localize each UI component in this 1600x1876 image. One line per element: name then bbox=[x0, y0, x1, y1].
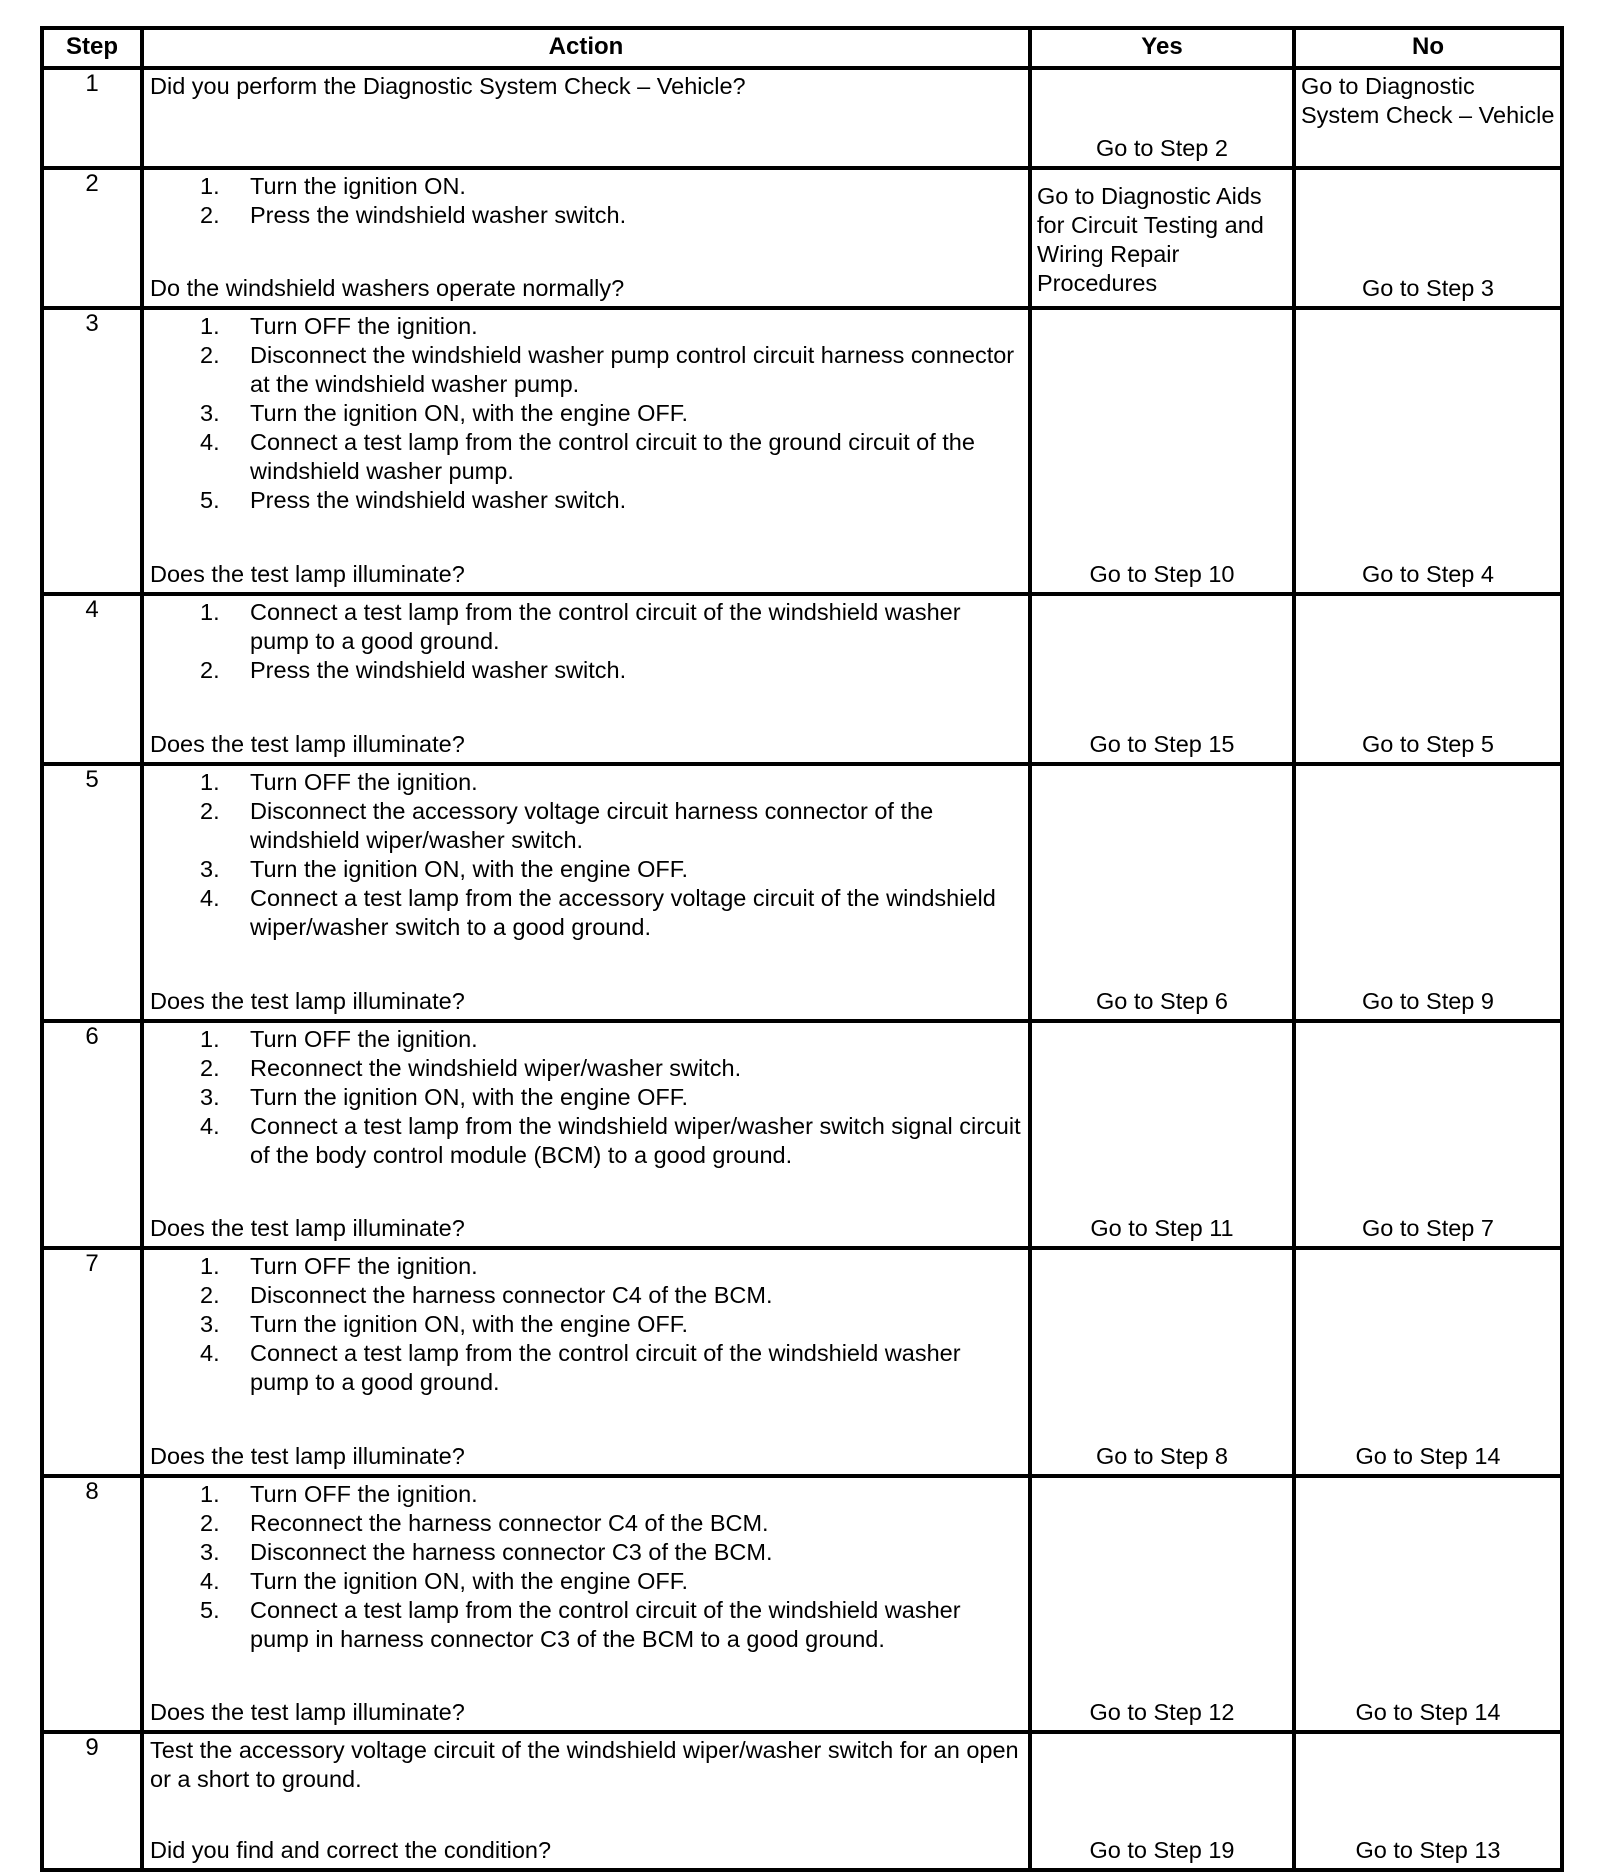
header-step: Step bbox=[42, 28, 142, 68]
yes-cell bbox=[1030, 68, 1294, 168]
action-cell bbox=[142, 308, 1030, 594]
yes-answer bbox=[1032, 1734, 1292, 1868]
instruction-list bbox=[150, 1025, 1022, 1170]
action-instructions bbox=[150, 1025, 1022, 1170]
instruction-list bbox=[150, 1480, 1022, 1654]
no-answer bbox=[1296, 310, 1560, 592]
no-cell bbox=[1294, 1732, 1562, 1870]
action-instructions bbox=[150, 768, 1022, 942]
table-row bbox=[42, 168, 1562, 308]
instruction-list bbox=[150, 1252, 1022, 1397]
yes-answer bbox=[1032, 1250, 1292, 1474]
instruction-number: 4. bbox=[200, 885, 220, 911]
instruction-item bbox=[150, 428, 1022, 486]
instruction-number: 3. bbox=[200, 400, 220, 426]
instruction-text: Press the windshield washer switch. bbox=[250, 657, 627, 683]
no-cell bbox=[1294, 594, 1562, 764]
instruction-number: 1. bbox=[200, 599, 220, 625]
table-row bbox=[42, 308, 1562, 594]
instruction-item bbox=[150, 1509, 1022, 1538]
instruction-number: 4. bbox=[200, 1113, 220, 1139]
no-cell bbox=[1294, 1021, 1562, 1248]
yes-answer bbox=[1032, 310, 1292, 592]
instruction-text: Turn the ignition ON, with the engine OFF. bbox=[250, 1084, 689, 1110]
instruction-text: Disconnect the windshield washer pump control circuit harness connector at the windshield washer pump. bbox=[250, 342, 1015, 397]
instruction-number: 2. bbox=[200, 657, 220, 683]
instruction-item bbox=[150, 1112, 1022, 1170]
table-row bbox=[42, 764, 1562, 1021]
action-content bbox=[144, 766, 1028, 1019]
no-answer-text: Go to Step 13 bbox=[1355, 1837, 1501, 1863]
instruction-item bbox=[150, 201, 1022, 230]
instruction-item bbox=[150, 1252, 1022, 1281]
action-cell bbox=[142, 1732, 1030, 1870]
instruction-item bbox=[150, 598, 1022, 656]
instruction-number: 1. bbox=[200, 1026, 220, 1052]
instruction-list bbox=[150, 312, 1022, 515]
instruction-item bbox=[150, 797, 1022, 855]
instruction-item bbox=[150, 1310, 1022, 1339]
yes-cell bbox=[1030, 1248, 1294, 1476]
step-number: 9 bbox=[85, 1734, 99, 1761]
instruction-text: Turn the ignition ON, with the engine OFF. bbox=[250, 400, 689, 426]
action-content bbox=[144, 1023, 1028, 1246]
no-answer-text: Go to Step 7 bbox=[1362, 1215, 1494, 1241]
instruction-item bbox=[150, 172, 1022, 201]
header-yes: Yes bbox=[1030, 28, 1294, 68]
instruction-item bbox=[150, 1596, 1022, 1654]
yes-cell bbox=[1030, 594, 1294, 764]
action-instructions bbox=[150, 598, 1022, 685]
yes-answer-text: Go to Step 12 bbox=[1089, 1699, 1235, 1725]
instruction-text: Connect a test lamp from the control circuit of the windshield washer pump to a good ground. bbox=[250, 1340, 961, 1395]
instruction-number: 3. bbox=[200, 1539, 220, 1565]
no-answer bbox=[1296, 766, 1560, 1019]
instruction-item bbox=[150, 1281, 1022, 1310]
instruction-text: Connect a test lamp from the control circuit of the windshield washer pump in harness connector C3 of the BCM to a good ground. bbox=[250, 1597, 961, 1652]
instruction-text: Disconnect the accessory voltage circuit harness connector of the windshield wiper/washer switch. bbox=[250, 798, 934, 853]
instruction-text: Turn the ignition ON. bbox=[250, 173, 466, 199]
action-content bbox=[144, 1734, 1028, 1868]
step-cell bbox=[42, 1248, 142, 1476]
action-cell bbox=[142, 594, 1030, 764]
step-number: 1 bbox=[85, 70, 99, 97]
no-answer-text: Go to Step 9 bbox=[1362, 988, 1494, 1014]
table-row bbox=[42, 1476, 1562, 1732]
no-cell bbox=[1294, 68, 1562, 168]
no-cell bbox=[1294, 1248, 1562, 1476]
instruction-text: Turn OFF the ignition. bbox=[250, 769, 478, 795]
table-row bbox=[42, 1021, 1562, 1248]
no-cell bbox=[1294, 764, 1562, 1021]
no-cell bbox=[1294, 308, 1562, 594]
instruction-text: Turn OFF the ignition. bbox=[250, 1253, 478, 1279]
yes-answer bbox=[1032, 1023, 1292, 1246]
action-question: Does the test lamp illuminate? bbox=[150, 988, 465, 1014]
action-question: Does the test lamp illuminate? bbox=[150, 1215, 465, 1241]
instruction-item bbox=[150, 486, 1022, 515]
step-cell bbox=[42, 308, 142, 594]
instruction-item bbox=[150, 1339, 1022, 1397]
instruction-text: Turn OFF the ignition. bbox=[250, 1481, 478, 1507]
action-cell bbox=[142, 1248, 1030, 1476]
yes-cell bbox=[1030, 168, 1294, 308]
instruction-text: Connect a test lamp from the control circuit to the ground circuit of the windshield washer pump. bbox=[250, 429, 975, 484]
instruction-list bbox=[150, 598, 1022, 685]
instruction-item bbox=[150, 1025, 1022, 1054]
instruction-text: Reconnect the harness connector C4 of the BCM. bbox=[250, 1510, 769, 1536]
no-cell bbox=[1294, 168, 1562, 308]
no-cell bbox=[1294, 1476, 1562, 1732]
instruction-text: Turn OFF the ignition. bbox=[250, 313, 478, 339]
step-number: 7 bbox=[85, 1250, 99, 1277]
instruction-number: 2. bbox=[200, 1510, 220, 1536]
instruction-item bbox=[150, 855, 1022, 884]
instruction-item bbox=[150, 1567, 1022, 1596]
action-cell bbox=[142, 764, 1030, 1021]
step-cell bbox=[42, 1021, 142, 1248]
instruction-text: Press the windshield washer switch. bbox=[250, 202, 627, 228]
instruction-text: Press the windshield washer switch. bbox=[250, 487, 627, 513]
instruction-number: 5. bbox=[200, 487, 220, 513]
step-cell bbox=[42, 68, 142, 168]
yes-answer-text: Go to Step 15 bbox=[1089, 731, 1235, 757]
action-content bbox=[144, 310, 1028, 592]
diagnostic-table bbox=[40, 26, 1564, 1872]
no-answer bbox=[1296, 170, 1560, 306]
instruction-number: 4. bbox=[200, 1568, 220, 1594]
instruction-text: Reconnect the windshield wiper/washer switch. bbox=[250, 1055, 742, 1081]
step-cell bbox=[42, 168, 142, 308]
yes-answer bbox=[1032, 766, 1292, 1019]
no-answer-text: Go to Step 14 bbox=[1355, 1699, 1501, 1725]
yes-cell bbox=[1030, 1021, 1294, 1248]
table-row bbox=[42, 68, 1562, 168]
action-cell bbox=[142, 1021, 1030, 1248]
instruction-item bbox=[150, 884, 1022, 942]
instruction-text: Disconnect the harness connector C3 of the BCM. bbox=[250, 1539, 773, 1565]
yes-cell bbox=[1030, 308, 1294, 594]
instruction-text: Connect a test lamp from the windshield wiper/washer switch signal circuit of the body control module (BCM) to a good ground. bbox=[250, 1113, 1021, 1168]
instruction-number: 1. bbox=[200, 769, 220, 795]
instruction-text: Connect a test lamp from the accessory voltage circuit of the windshield wiper/washer switch to a good ground. bbox=[250, 885, 996, 940]
instruction-number: 2. bbox=[200, 202, 220, 228]
action-intro: Did you perform the Diagnostic System Check – Vehicle? bbox=[150, 73, 746, 99]
action-content bbox=[144, 596, 1028, 762]
instruction-item bbox=[150, 1538, 1022, 1567]
yes-cell bbox=[1030, 764, 1294, 1021]
action-content bbox=[144, 1250, 1028, 1474]
action-instructions bbox=[150, 1736, 1022, 1794]
action-question: Does the test lamp illuminate? bbox=[150, 1699, 465, 1725]
action-instructions bbox=[150, 312, 1022, 515]
yes-answer bbox=[1032, 1478, 1292, 1730]
step-cell bbox=[42, 594, 142, 764]
instruction-number: 4. bbox=[200, 1340, 220, 1366]
yes-answer-text: Go to Step 19 bbox=[1089, 1837, 1235, 1863]
instruction-number: 5. bbox=[200, 1597, 220, 1623]
instruction-list bbox=[150, 768, 1022, 942]
instruction-item bbox=[150, 656, 1022, 685]
table-row bbox=[42, 1248, 1562, 1476]
instruction-number: 1. bbox=[200, 1253, 220, 1279]
instruction-list bbox=[150, 172, 1022, 230]
no-answer-text: Go to Step 5 bbox=[1362, 731, 1494, 757]
instruction-item bbox=[150, 1054, 1022, 1083]
action-content bbox=[144, 1478, 1028, 1730]
action-cell bbox=[142, 1476, 1030, 1732]
action-instructions bbox=[150, 1252, 1022, 1397]
yes-answer-text: Go to Step 6 bbox=[1096, 988, 1228, 1014]
no-answer bbox=[1296, 596, 1560, 762]
action-cell bbox=[142, 68, 1030, 168]
action-question: Does the test lamp illuminate? bbox=[150, 1443, 465, 1469]
instruction-item bbox=[150, 768, 1022, 797]
no-answer bbox=[1296, 1023, 1560, 1246]
yes-cell bbox=[1030, 1476, 1294, 1732]
instruction-item bbox=[150, 341, 1022, 399]
header-no: No bbox=[1294, 28, 1562, 68]
action-intro: Test the accessory voltage circuit of the windshield wiper/washer switch for an open or a short to ground. bbox=[150, 1737, 1019, 1792]
instruction-number: 1. bbox=[200, 313, 220, 339]
action-question: Did you find and correct the condition? bbox=[150, 1837, 552, 1863]
action-instructions bbox=[150, 1480, 1022, 1654]
step-number: 2 bbox=[85, 170, 99, 197]
action-question: Does the test lamp illuminate? bbox=[150, 561, 465, 587]
diagnostic-table-container bbox=[40, 26, 1560, 1872]
instruction-number: 1. bbox=[200, 173, 220, 199]
table-row bbox=[42, 1732, 1562, 1870]
instruction-number: 2. bbox=[200, 1055, 220, 1081]
instruction-number: 1. bbox=[200, 1481, 220, 1507]
table-body bbox=[42, 68, 1562, 1870]
no-answer-text: Go to Step 4 bbox=[1362, 561, 1494, 587]
no-answer-text: Go to Diagnostic System Check – Vehicle bbox=[1301, 73, 1555, 128]
instruction-text: Turn OFF the ignition. bbox=[250, 1026, 478, 1052]
step-cell bbox=[42, 764, 142, 1021]
action-question: Does the test lamp illuminate? bbox=[150, 731, 465, 757]
step-cell bbox=[42, 1476, 142, 1732]
instruction-number: 2. bbox=[200, 1282, 220, 1308]
instruction-number: 3. bbox=[200, 856, 220, 882]
yes-answer bbox=[1032, 596, 1292, 762]
instruction-number: 2. bbox=[200, 342, 220, 368]
action-content bbox=[144, 170, 1028, 306]
no-answer bbox=[1296, 70, 1560, 166]
action-instructions bbox=[150, 172, 1022, 230]
step-number: 3 bbox=[85, 310, 99, 337]
instruction-number: 3. bbox=[200, 1084, 220, 1110]
yes-answer-text: Go to Step 2 bbox=[1096, 135, 1228, 161]
step-cell bbox=[42, 1732, 142, 1870]
instruction-text: Connect a test lamp from the control circuit of the windshield washer pump to a good ground. bbox=[250, 599, 961, 654]
step-number: 5 bbox=[85, 766, 99, 793]
instruction-item bbox=[150, 1083, 1022, 1112]
instruction-text: Disconnect the harness connector C4 of the BCM. bbox=[250, 1282, 773, 1308]
step-number: 4 bbox=[85, 596, 99, 623]
instruction-item bbox=[150, 399, 1022, 428]
instruction-text: Turn the ignition ON, with the engine OFF. bbox=[250, 1311, 689, 1337]
yes-answer-text: Go to Step 8 bbox=[1096, 1443, 1228, 1469]
no-answer bbox=[1296, 1734, 1560, 1868]
yes-cell bbox=[1030, 1732, 1294, 1870]
no-answer bbox=[1296, 1250, 1560, 1474]
yes-answer-text: Go to Step 11 bbox=[1090, 1215, 1234, 1241]
instruction-number: 3. bbox=[200, 1311, 220, 1337]
instruction-text: Turn the ignition ON, with the engine OFF. bbox=[250, 1568, 689, 1594]
header-action: Action bbox=[142, 28, 1030, 68]
no-answer-text: Go to Step 3 bbox=[1362, 275, 1494, 301]
action-cell bbox=[142, 168, 1030, 308]
no-answer-text: Go to Step 14 bbox=[1355, 1443, 1501, 1469]
action-instructions bbox=[150, 72, 1022, 101]
yes-answer bbox=[1032, 170, 1292, 306]
table-row bbox=[42, 594, 1562, 764]
yes-answer-text: Go to Step 10 bbox=[1089, 561, 1235, 587]
instruction-item bbox=[150, 312, 1022, 341]
instruction-number: 4. bbox=[200, 429, 220, 455]
action-content bbox=[144, 70, 1028, 166]
no-answer bbox=[1296, 1478, 1560, 1730]
instruction-text: Turn the ignition ON, with the engine OFF. bbox=[250, 856, 689, 882]
yes-answer-text: Go to Diagnostic Aids for Circuit Testing and Wiring Repair Procedures bbox=[1037, 183, 1264, 296]
step-number: 8 bbox=[85, 1478, 99, 1505]
instruction-number: 2. bbox=[200, 798, 220, 824]
instruction-item bbox=[150, 1480, 1022, 1509]
step-number: 6 bbox=[85, 1023, 99, 1050]
table-header bbox=[42, 28, 1562, 68]
yes-answer bbox=[1032, 70, 1292, 166]
action-question: Do the windshield washers operate normally? bbox=[150, 275, 625, 301]
